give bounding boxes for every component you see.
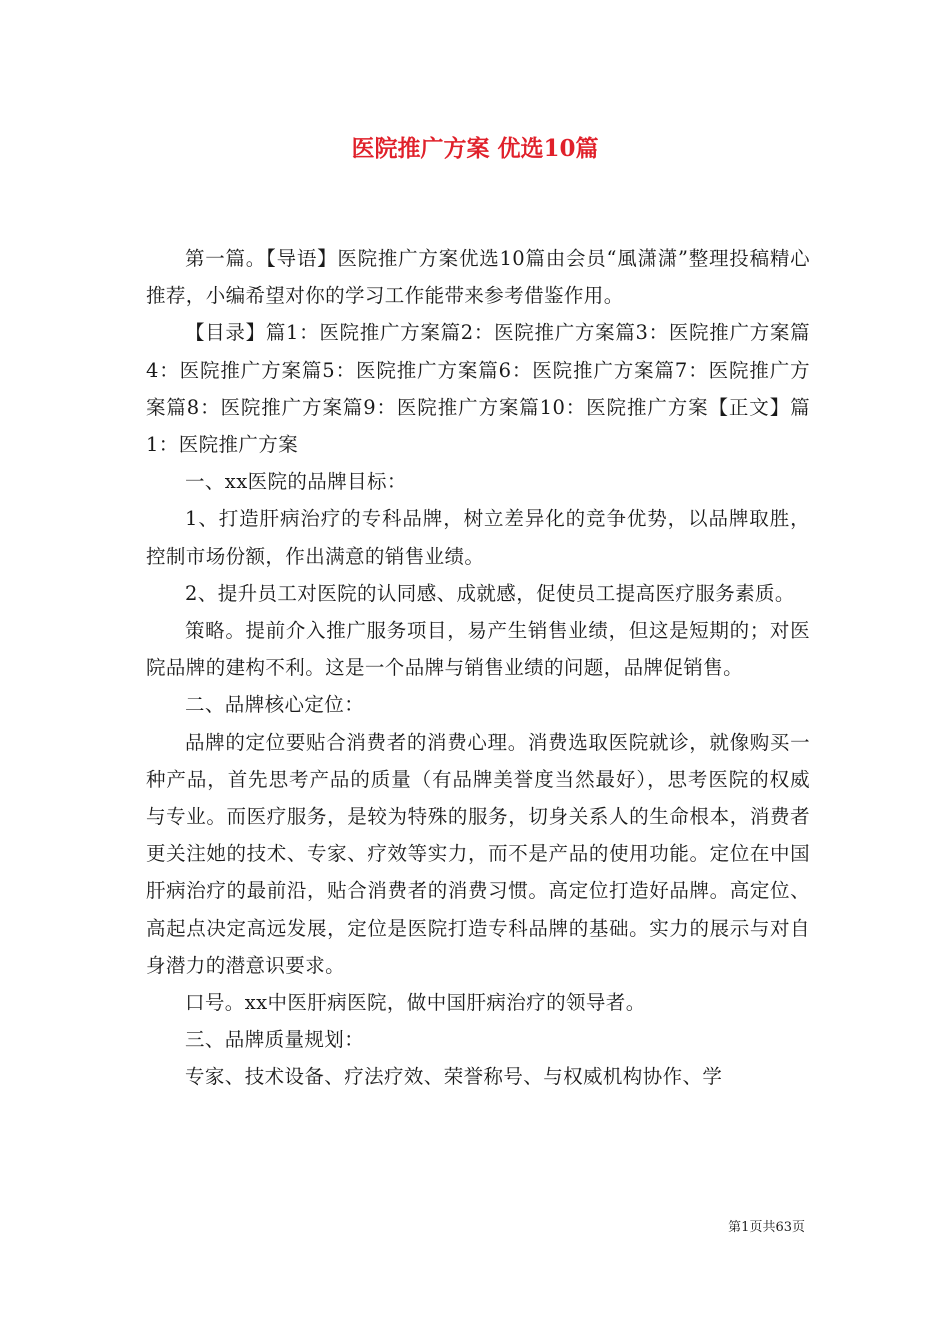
heading-quality-plan: 三、品牌质量规划： bbox=[185, 1028, 365, 1052]
paragraph-intro: 第一篇。【导语】医院推广方案优选10篇由会员“風潇潇”整理投稿精心推荐，小编希望对你的学习工作能带来参考借鉴作用。 bbox=[146, 247, 810, 308]
paragraph-goal-1: 1、打造肝病治疗的专科品牌，树立差异化的竞争优势，以品牌取胜，控制市场份额，作出满意的销售业绩。 bbox=[146, 507, 810, 568]
paragraph-slogan: 口号。xx中医肝病医院，做中国肝病治疗的领导者。 bbox=[185, 991, 646, 1015]
heading-brand-positioning: 二、品牌核心定位： bbox=[185, 693, 365, 717]
paragraph-quality-items: 专家、技术设备、疗法疗效、荣誉称号、与权威机构协作、学 bbox=[185, 1065, 723, 1089]
paragraph-strategy: 策略。提前介入推广服务项目，易产生销售业绩，但这是短期的；对医院品牌的建构不利。这是一个品牌与销售业绩的问题，品牌促销售。 bbox=[146, 619, 810, 680]
heading-brand-goal: 一、xx医院的品牌目标： bbox=[185, 470, 407, 494]
paragraph-toc: 【目录】篇1：医院推广方案篇2：医院推广方案篇3：医院推广方案篇4：医院推广方案篇5：医院推广方案篇6：医院推广方案篇7：医院推广方案篇8：医院推广方案篇9：医院推广方案篇10：医院推广方案【正文】篇1：医院推广方案 bbox=[146, 321, 810, 457]
document-body bbox=[146, 240, 810, 1096]
document-title: 医院推广方案 优选10篇 bbox=[351, 135, 599, 162]
paragraph-positioning: 品牌的定位要贴合消费者的消费心理。消费选取医院就诊，就像购买一种产品，首先思考产品的质量（有品牌美誉度当然最好），思考医院的权威与专业。而医疗服务，是较为特殊的服务，切身关系人的生命根本，消费者更关注她的技术、专家、疗效等实力，而不是产品的使用功能。定位在中国肝病治疗的最前沿，贴合消费者的消费习惯。高定位打造好品牌。高定位、高起点决定高远发展，定位是医院打造专科品牌的基础。实力的展示与对自身潜力的潜意识要求。 bbox=[146, 730, 810, 977]
page-number-footer: 第1页共63页 bbox=[728, 1220, 805, 1235]
paragraph-goal-2: 2、提升员工对医院的认同感、成就感，促使员工提高医疗服务素质。 bbox=[185, 581, 795, 605]
